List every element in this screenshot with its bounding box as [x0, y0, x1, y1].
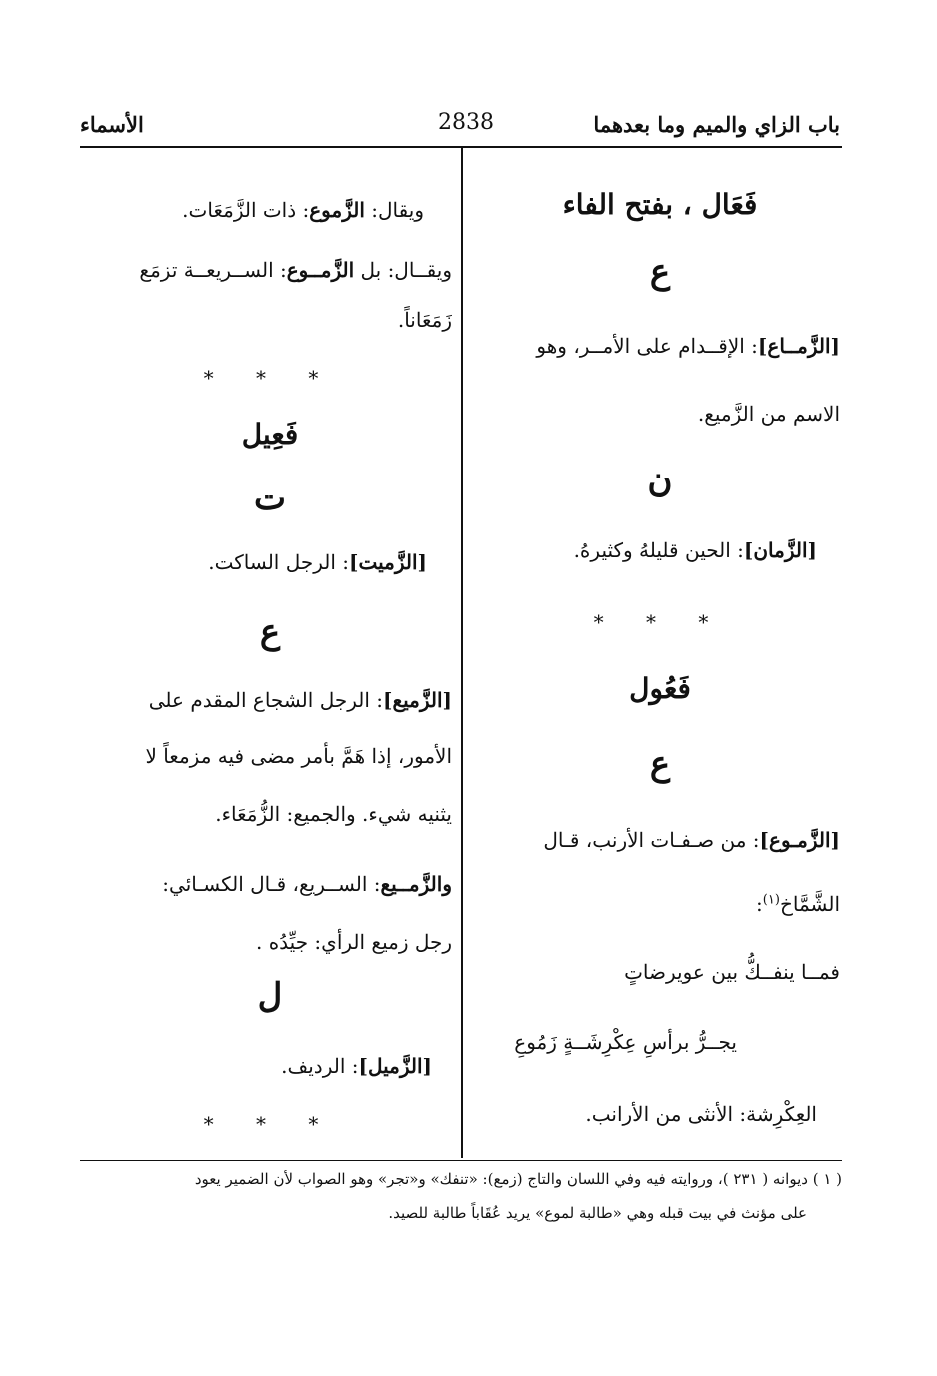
entry-zamia-line2: الأمور، إذا هَمَّ بأمر مضى فيه مزمعاً لا	[145, 744, 452, 768]
entry-zamia-keyword: [الزَّميع]	[382, 688, 452, 712]
poet-name: الشَّمَّاخ	[779, 892, 840, 916]
letter-ayn-2: ع	[649, 744, 671, 784]
letter-nun: ن	[647, 460, 673, 500]
entry-zamu-keyword: [الزَّمـوع]	[759, 828, 840, 852]
letter-ayn-1: ع	[649, 252, 671, 292]
entry-zamu-line1	[480, 828, 840, 852]
entry-zamia2-text1: : الســريع، قـال الكسـائي:	[162, 872, 381, 896]
letter-lam: ل	[257, 976, 283, 1016]
entry-akrasha: العِكْرِشة: الأنثى من الأرانب.	[585, 1102, 817, 1126]
verse-line-2: يجــرُّ برأسِ عِكْرِشَــةٍ زَمُوعِ	[514, 1030, 737, 1054]
letter-ayn-3: ع	[259, 612, 281, 652]
entry-zamu-fast-keyword: الزَّمــوع	[286, 258, 355, 282]
section-stars-2: * * *	[203, 366, 337, 390]
entry-zaman	[477, 538, 817, 562]
heading-fail: فَعِيل	[241, 418, 299, 451]
entry-zamu-fast-line1	[82, 258, 452, 282]
entry-zamaa-line1	[480, 334, 840, 358]
entry-zamu-fast-text: : الســريعــة تزمَع	[139, 258, 287, 282]
footnote-line2: على مؤنث في بيت قبله وهي «طالبة لموع» يريد عُقَاباً طالبة للصيد.	[388, 1204, 807, 1222]
entry-zamit	[87, 550, 427, 574]
entry-zamit-keyword: [الزَّميت]	[349, 550, 427, 574]
page-header	[80, 100, 840, 146]
entry-zamu-plural-text: : ذات الزَّمَعَات.	[182, 198, 310, 222]
running-title-left: الأسماء	[80, 112, 144, 137]
footnote-rule	[80, 1160, 842, 1161]
verse-line-1: فمــا ينفــكُّ بين عويرضاتٍ	[624, 960, 840, 984]
entry-zamu-fast-line2: زَمَعَاناً.	[397, 308, 452, 332]
entry-zamu-plural-keyword: الزَّموع	[309, 198, 365, 222]
entry-zamu-plural-pre: ويقال:	[371, 198, 424, 222]
footnote-reference[interactable]: (١)	[762, 892, 780, 908]
entry-zamaa-line2: الاسم من الزَّميع.	[697, 402, 840, 426]
page-number: 2838	[438, 110, 494, 135]
entry-zamil-text: : الرديف.	[281, 1054, 359, 1078]
entry-zamia2-keyword: والزَّمــيع	[380, 872, 452, 896]
heading-faul: فَعُول	[629, 672, 691, 705]
entry-zamil	[92, 1054, 432, 1078]
section-stars-3: * * *	[203, 1112, 337, 1136]
entry-zamaa-text1: : الإقــدام على الأمــر، وهو	[536, 334, 758, 358]
entry-zamu-fast-pre: ويقــال: بل	[360, 258, 452, 282]
entry-zamu-plural	[64, 198, 424, 222]
entry-zamu-text1: : من صـفـات الأرنب، قـال	[543, 828, 760, 852]
entry-zamia2-line1	[82, 872, 452, 896]
running-title-right: باب الزاي والميم وما بعدهما	[593, 112, 840, 137]
entry-zamia2-line2: رجل زميع الرأي: جيِّدُه .	[255, 930, 452, 954]
heading-faal: فَعَال ، بفتح الفاء	[562, 188, 758, 221]
section-stars-1: * * *	[593, 610, 727, 634]
entry-zamu-colon: :	[756, 892, 763, 916]
footnote-line1: ( ١ ) ديوانه ( ٢٣١ )، وروايته فيه وفي اللسان والتاج (زمع): «تنفك» و«تجر» وهو الصواب لأن الضمير يعود	[194, 1170, 842, 1188]
entry-zamia-line1	[82, 688, 452, 712]
entry-zamit-text: : الرجل الساكت.	[208, 550, 349, 574]
entry-zamaa-keyword: [الزَّمــاع]	[757, 334, 840, 358]
entry-zaman-keyword: [الزَّمان]	[743, 538, 817, 562]
letter-ta: ت	[253, 478, 286, 518]
entry-zamia-line3: يثنيه شيء. والجميع: الزُّمَعَاء.	[215, 802, 452, 826]
entry-zaman-text: : الحين قليلهُ وكثيرهُ.	[573, 538, 744, 562]
entry-zamil-keyword: [الزَّميل]	[358, 1054, 432, 1078]
entry-zamu-line2	[480, 892, 840, 916]
column-divider	[461, 148, 463, 1158]
entry-zamia-text1: : الرجل الشجاع المقدم على	[148, 688, 383, 712]
